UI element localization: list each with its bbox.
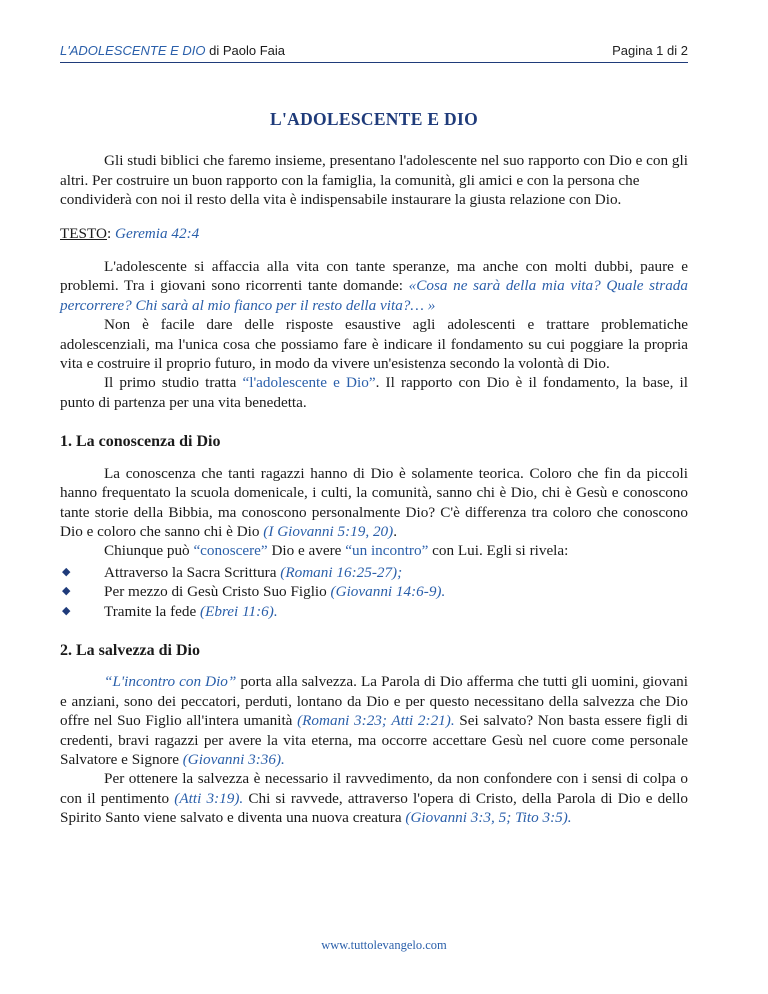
testo-line xyxy=(60,224,688,243)
paragraph-1-quote: «Cosa ne sarà della mia vita? Quale strada percorrere? Chi sarà al mio fianco per il resto della vita?… » xyxy=(60,277,688,314)
s2p1-ref1[interactable]: (Romani 3:23; Atti 2:21). xyxy=(297,712,455,730)
section-1-paragraph-1 xyxy=(60,464,688,542)
section-2-paragraph-1 xyxy=(60,672,688,769)
s2p2-text2: Chi si ravvede, attraverso l'opera di Cristo, della Parola di Dio e dello Spirito Santo viene salvato e diventa una nuova creatura xyxy=(60,789,689,827)
intro-paragraph: Gli studi biblici che faremo insieme, presentano l'adolescente nel suo rapporto con Dio e con gli altri. Per costruire un buon rapporto con la famiglia, la comunità, gli amici e con la persona che condividerà con noi il resto della vita è indispensabile instaurare la giusta relazione con Dio. xyxy=(60,152,688,209)
paragraph-1-text: L'adolescente si affaccia alla vita con tante speranze, ma anche con molti dubbi, paure e problemi. Tra i giovani sono ricorrenti tante domande: xyxy=(60,258,688,295)
s1p2-b: “conoscere” xyxy=(193,542,268,560)
paragraph-2: Non è facile dare delle risposte esaustive agli adolescenti e trattare problematiche adolescenziali, ma l'unica cosa che possiamo fare è indicare il fondamento su cui poggiare la propria vita e costruire il proprio futuro, in modo da vivere un'esistenza secondo la volontà di Dio. xyxy=(60,316,688,373)
s2p2-ref1[interactable]: (Atti 3:19). xyxy=(174,789,244,807)
s2p2-text: Per ottenere la salvezza è necessario il ravvedimento, da non confondere con i sensi di colpa o con il pentimento xyxy=(60,770,688,807)
page-header xyxy=(60,40,688,63)
diamond-bullet-icon: ◆ xyxy=(62,585,71,598)
s2p1-text: porta alla salvezza. La Parola di Dio afferma che tutti gli uomini, giovani e anziani, sono dei peccatori, perduti, lontano da Dio e per questo necessitano della salvezza che Dio offre nel Suo Figlio all'intera umanità xyxy=(60,673,688,730)
diamond-bullet-icon: ◆ xyxy=(62,604,71,617)
s2p1-ref2[interactable]: (Giovanni 3:36). xyxy=(182,750,285,768)
header-doc-title: L'ADOLESCENTE E DIO xyxy=(60,43,206,58)
list-item-ref[interactable]: (Giovanni 14:6-9). xyxy=(330,583,446,601)
s1p2-c: Dio e avere xyxy=(267,542,346,560)
list-item xyxy=(60,563,688,582)
paragraph-3-before: Il primo studio tratta xyxy=(104,374,243,392)
testo-label: TESTO xyxy=(60,224,107,242)
revelation-list xyxy=(60,563,688,621)
list-item-text: Tramite la fede xyxy=(104,602,201,620)
paragraph-3-highlight: “l'adolescente e Dio” xyxy=(242,374,376,392)
list-item xyxy=(60,582,688,601)
s2p1-text2: Sei salvato? Non basta essere figli di credenti, bravi ragazzi per avere la vita eterna, ma occorre accettare Gesù nel cuore come personale Salvatore e Signore xyxy=(60,712,689,768)
section-1-p1-text: La conoscenza che tanti ragazzi hanno di Dio è solamente teorica. Coloro che fin da piccoli hanno frequentato la scuola domenicale, i culti, la comunità, sanno chi è Dio, chi è Gesù e conoscono tante storie della Bibbia, ma conoscono personalmente Dio? C'è differenza tra coloro che conoscono Dio e coloro che sanno chi è Dio xyxy=(60,464,688,540)
s1p2-d: “un incontro” xyxy=(345,542,429,560)
header-author: di Paolo Faia xyxy=(205,43,286,58)
page-number: Pagina 1 di 2 xyxy=(612,43,688,58)
footer-website-link[interactable]: www.tuttolevangelo.com xyxy=(321,938,447,952)
testo-reference[interactable]: Geremia 42:4 xyxy=(115,224,200,242)
section-2-heading: 2. La salvezza di Dio xyxy=(60,641,200,659)
section-1-p1-end: . xyxy=(393,522,397,540)
paragraph-3-after: . Il rapporto con Dio è il fondamento, la base, il punto di partenza per una vita benedetta. xyxy=(60,374,688,411)
section-1-paragraph-2 xyxy=(60,541,688,560)
list-item-text: Attraverso la Sacra Scrittura xyxy=(104,563,281,581)
s1p2-e: con Lui. Egli si rivela: xyxy=(428,542,569,560)
document-body xyxy=(60,110,688,828)
s2p2-ref2[interactable]: (Giovanni 3:3, 5; Tito 3:5). xyxy=(405,809,572,827)
testo-separator: : xyxy=(106,224,116,242)
s2p1-quote: “L'incontro con Dio” xyxy=(104,673,237,691)
paragraph-3 xyxy=(60,373,688,412)
paragraph-1 xyxy=(60,257,688,315)
list-item-ref[interactable]: (Ebrei 11:6). xyxy=(200,602,278,620)
header-left xyxy=(60,43,285,58)
section-1-p1-ref[interactable]: (I Giovanni 5:19, 20) xyxy=(263,522,394,540)
section-2-paragraph-2 xyxy=(60,769,688,827)
list-item xyxy=(60,602,688,621)
list-item-ref[interactable]: (Romani 16:25-27); xyxy=(280,563,403,581)
section-1-heading: 1. La conoscenza di Dio xyxy=(60,433,221,451)
document-title: L'ADOLESCENTE E DIO xyxy=(270,109,478,129)
list-item-text: Per mezzo di Gesù Cristo Suo Figlio xyxy=(104,583,331,601)
diamond-bullet-icon: ◆ xyxy=(62,565,71,578)
s1p2-a: Chiunque può xyxy=(104,542,194,560)
